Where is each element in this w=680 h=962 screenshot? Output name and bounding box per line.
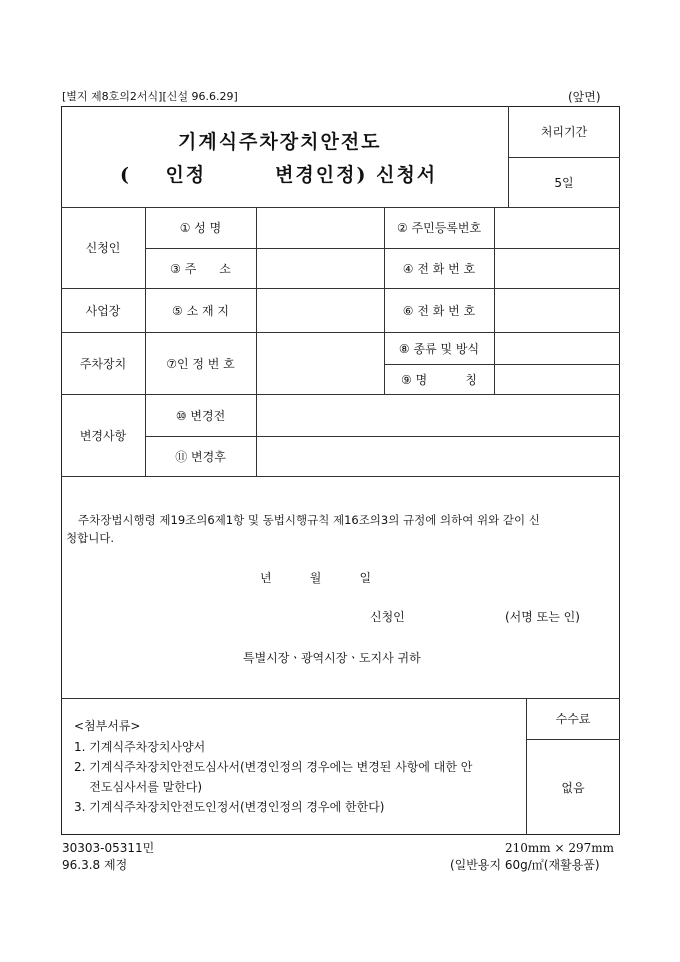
location-field[interactable] <box>256 288 384 332</box>
before-change-label: ⑩ 변경전 <box>175 408 226 423</box>
form-code: 30303-05311민 <box>62 841 155 855</box>
processing-period-label: 처리기간 <box>540 125 588 139</box>
location-label: ⑤ 소 재 지 <box>172 303 229 318</box>
applicant-sign-label: 신청인 <box>370 610 405 624</box>
applicant-section-label: 신청인 <box>85 241 121 255</box>
attachments-heading: <첨부서류> <box>74 719 141 733</box>
form-number: [별지 제8호의2서식][신설 96.6.29] <box>62 90 238 103</box>
address-field[interactable] <box>256 248 384 288</box>
declaration-line2: 청합니다. <box>66 531 115 545</box>
type-field[interactable] <box>494 332 620 364</box>
signature-note: (서명 또는 인) <box>505 610 580 624</box>
form-title-line1: 기계식주차장치안전도 <box>178 131 382 153</box>
cert-number-field[interactable] <box>256 332 384 394</box>
name-field[interactable] <box>256 207 384 248</box>
type-label: ⑧ 종류 및 방식 <box>398 341 480 356</box>
after-change-label: ⑪ 변경후 <box>175 449 226 464</box>
front-side-label: (앞면) <box>568 90 601 104</box>
declaration-line1: 주차장법시행령 제19조의6제1항 및 동법시행규칙 제16조의3의 규정에 의하여 위와 같이 신 <box>78 513 540 527</box>
address-label: ③ 주 소 <box>170 261 231 276</box>
device-name-label: ⑨ 명 칭 <box>401 372 477 387</box>
device-section-label: 주차장치 <box>79 356 127 371</box>
addressee: 특별시장ㆍ광역시장ㆍ도지사 귀하 <box>243 651 421 665</box>
processing-period-value: 5일 <box>554 175 574 190</box>
changes-section-label: 변경사항 <box>79 428 127 443</box>
phone-label: ④ 전 화 번 호 <box>402 261 476 276</box>
attachment-item: 2. 기계식주차장치안전도심사서(변경인정의 경우에는 변경된 사항에 대한 안 <box>74 760 473 774</box>
attachment-item: 1. 기계식주차장치사양서 <box>74 740 206 754</box>
rrn-field[interactable] <box>494 207 620 248</box>
paper-type: (일반용지 60g/㎡(재활용품) <box>450 858 600 872</box>
fee-label: 수수료 <box>555 712 591 726</box>
after-change-field[interactable] <box>256 436 620 476</box>
before-change-field[interactable] <box>256 394 620 436</box>
paper-size: 210mm × 297mm <box>505 841 615 855</box>
rrn-label: ② 주민등록번호 <box>396 221 482 235</box>
form-title-line2: ( 인정 변경인정) 신청서 <box>120 164 438 186</box>
device-name-field[interactable] <box>494 364 620 394</box>
attachment-item: 전도심사서를 말한다) <box>74 780 203 794</box>
attachment-item: 3. 기계식주차장치안전도인정서(변경인정의 경우에 한한다) <box>74 800 385 814</box>
date-line: 년 월 일 <box>260 571 372 585</box>
cert-number-label: ⑦인 정 번 호 <box>166 356 235 371</box>
workplace-phone-field[interactable] <box>494 288 620 332</box>
fee-value: 없음 <box>561 780 585 795</box>
enacted-date: 96.3.8 제정 <box>62 858 128 872</box>
workplace-phone-label: ⑥ 전 화 번 호 <box>402 303 476 318</box>
workplace-section-label: 사업장 <box>85 303 121 318</box>
phone-field[interactable] <box>494 248 620 288</box>
name-label: ① 성 명 <box>179 221 222 235</box>
